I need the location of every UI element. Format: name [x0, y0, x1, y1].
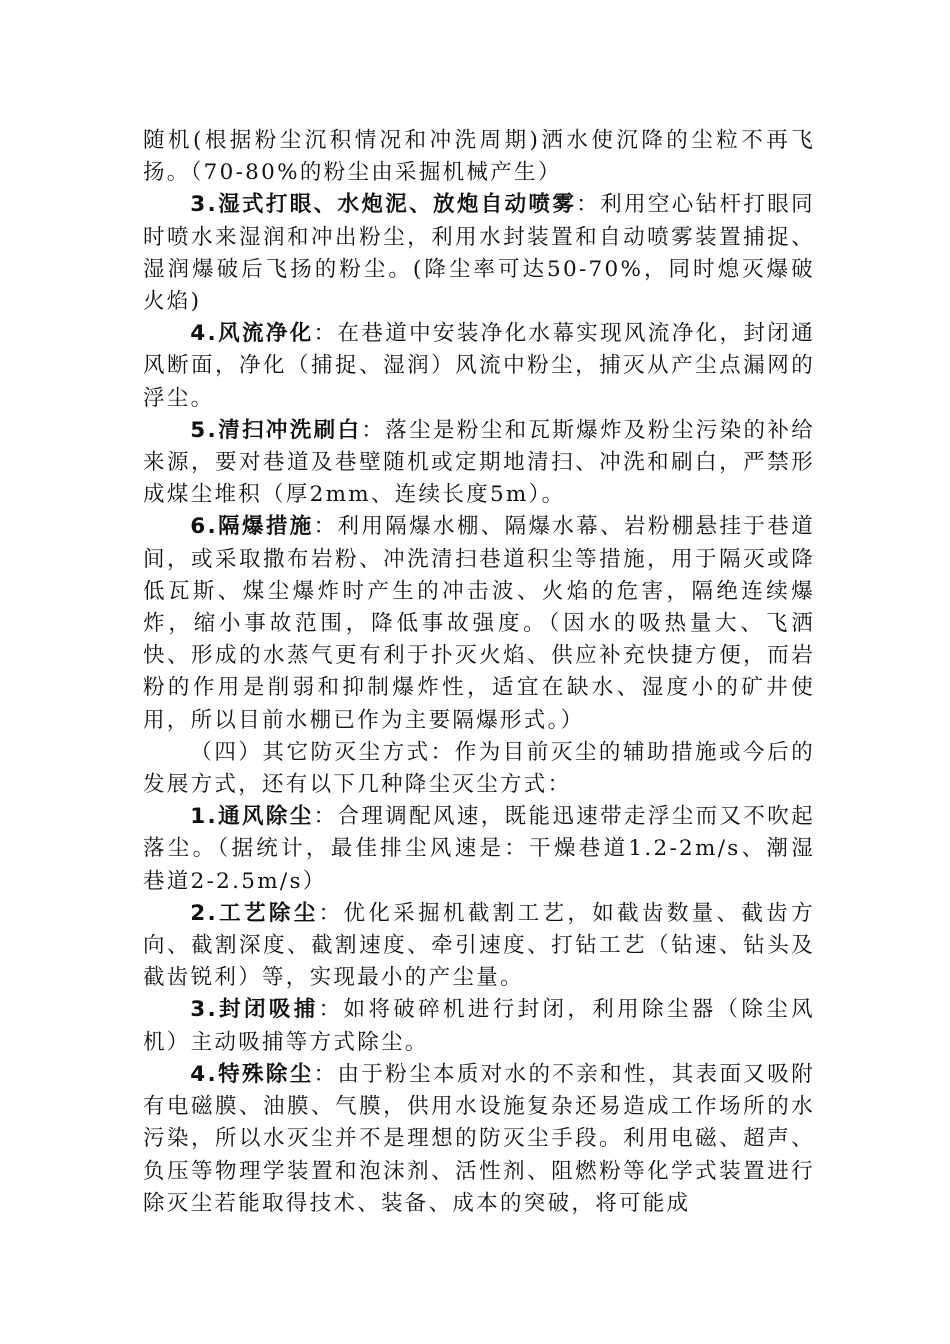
document-body — [143, 125, 815, 1220]
paragraph-heading: 5.清扫冲洗刷白 — [190, 417, 362, 443]
paragraph-text: ：如将破碎机进行封闭，利用除尘器（除尘风机）主动吸捕等方式除尘。 — [143, 997, 815, 1055]
paragraph-enclosed-suction — [143, 994, 815, 1058]
paragraph-process-dust-removal — [143, 898, 815, 995]
paragraph-heading: 4.风流净化 — [190, 321, 314, 347]
paragraph-text: ：利用隔爆水棚、隔爆水幕、岩粉棚悬挂于巷道间，或采取撒布岩粉、冲洗清扫巷道积尘等措施，用于隔灭或降低瓦斯、煤尘爆炸时产生的冲击波、火焰的危害，隔绝连续爆炸，缩小事故范围，降低事故强度。（因水的吸热量大、飞洒快、形成的水蒸气更有利于扑灭火焰、供应补充快捷方便，而岩粉的作用是削弱和抑制爆炸性，适宜在缺水、湿度小的矿井使用，所以目前水棚已作为主要隔爆形式。） — [143, 514, 815, 733]
paragraph-heading: 6.隔爆措施 — [190, 514, 314, 540]
paragraph-other-methods — [143, 737, 815, 801]
paragraph-text: ：在巷道中安装净化水幕实现风流净化，封闭通风断面，净化（捕捉、湿润）风流中粉尘，捕灭从产尘点漏网的浮尘。 — [143, 321, 815, 411]
paragraph-special-dust-removal — [143, 1059, 815, 1220]
paragraph-explosion-isolation — [143, 511, 815, 736]
paragraph-text: ：优化采掘机截割工艺，如截齿数量、截齿方向、截割深度、截割速度、牵引速度、打钻工艺（钻速、钻头及截齿锐利）等，实现最小的产尘量。 — [143, 900, 815, 991]
paragraph-cleaning-whitewashing — [143, 415, 815, 512]
paragraph-text: ：合理调配风速，既能迅速带走浮尘而又不吹起落尘。（据统计，最佳排尘风速是：干燥巷道1.2-2m/s、潮湿巷道2-2.5m/s） — [143, 804, 815, 894]
paragraph-text: 随机(根据粉尘沉积情况和冲洗周期)洒水使沉降的尘粒不再飞扬。（70-80%的粉尘由采掘机械产生） — [143, 128, 815, 186]
paragraph-heading: 2.工艺除尘 — [190, 900, 319, 926]
paragraph-heading: 3.湿式打眼、水炮泥、放炮自动喷雾 — [190, 192, 577, 218]
paragraph-heading: 3.封闭吸捕 — [190, 997, 319, 1023]
paragraph-text: ：利用空心钻杆打眼同时喷水来湿润和冲出粉尘，利用水封装置和自动喷雾装置捕捉、湿润爆破后飞扬的粉尘。(降尘率可达50-70%，同时熄灭爆破火焰) — [143, 192, 815, 315]
paragraph-ventilation-dust-removal — [143, 801, 815, 898]
paragraph-wet-drilling — [143, 189, 815, 318]
paragraph-dust-washing-end — [143, 125, 815, 189]
paragraph-heading: 1.通风除尘 — [190, 804, 314, 830]
paragraph-heading: 4.特殊除尘 — [190, 1061, 314, 1087]
paragraph-text: ：落尘是粉尘和瓦斯爆炸及粉尘污染的补给来源，要对巷道及巷壁随机或定期地清扫、冲洗和刷白，严禁形成煤尘堆积（厚2mm、连续长度5m）。 — [143, 417, 816, 508]
paragraph-text: ：由于粉尘本质对水的不亲和性，其表面又吸附有电磁膜、油膜、气膜，供用水设施复杂还易造成工作场所的水污染，所以水灭尘并不是理想的防灭尘手段。利用电磁、超声、负压等物理学装置和泡沫剂、活性剂、阻燃粉等化学式装置进行除灭尘若能取得技术、装备、成本的突破，将可能成 — [143, 1061, 815, 1216]
paragraph-text: （四）其它防灭尘方式：作为目前灭尘的辅助措施或今后的发展方式，还有以下几种降尘灭尘方式： — [143, 739, 815, 798]
paragraph-airflow-purification — [143, 318, 815, 415]
